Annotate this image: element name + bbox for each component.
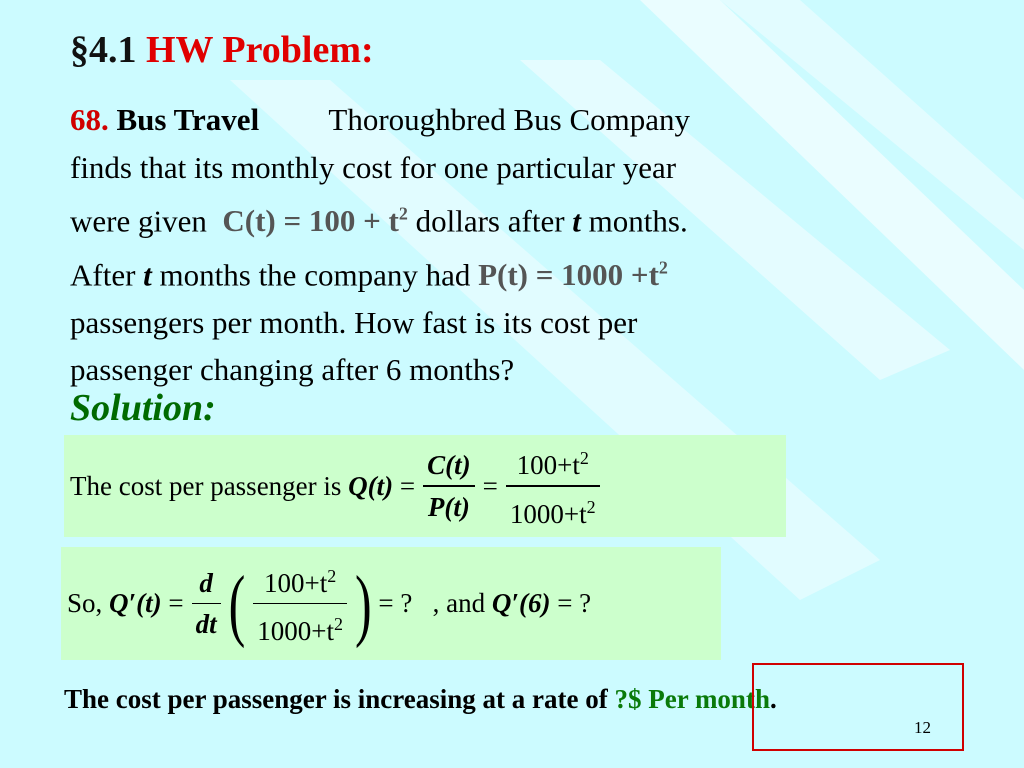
cost-function: $C(t) = 100 + t^2$ [222,203,408,239]
problem-heading: Bus Travel [116,102,260,137]
dt-denominator: dt [195,609,217,640]
eq2-lhs: Q′(t) [109,588,162,618]
d-numerator: d [199,567,213,598]
conclusion-answer: ?$ Per month [614,684,770,714]
denominator-1000: $1000+t^2$ [509,496,596,529]
left-paren: ( [228,558,246,649]
problem-line-4a: After [70,257,136,293]
inner-numerator: $100+t^2$ [264,565,337,598]
inner-denominator: $1000+t^2$ [257,614,343,647]
eq2-q6: Q′(6) [491,588,551,618]
section-number: §4.1 [70,29,137,71]
fraction-inner [253,560,347,648]
problem-line-3c: months. [588,203,688,239]
problem-line-6: passenger changing after 6 months? [70,352,515,388]
conclusion-period: . [769,684,777,714]
problem-line-2: finds that its monthly cost for one particular year [70,149,677,185]
equation-box-2 [61,547,721,660]
problem-line-3b: dollars after [415,203,565,239]
problem-number: 68. [70,102,109,137]
passenger-function: $P(t) = 1000 +t^2$ [478,257,668,293]
numerator-c: C(t) [427,450,471,481]
title-label: HW Problem: [146,29,374,71]
problem-line-3a: were given [70,203,207,239]
eq1-equals-2: = [482,470,498,501]
eq1-text: The cost per passenger is [70,470,342,501]
equation-box-1 [64,435,786,537]
eq2-so: So, [67,588,103,618]
answer-highlight-box [752,663,964,751]
var-t-2: t [143,257,152,293]
eq2-question: = ? [378,588,413,618]
denominator-p: P(t) [427,491,470,522]
derivative-operator [192,567,221,641]
problem-line-4b: months the company had [159,257,471,293]
problem-line-5: passengers per month. How fast is its cost per [70,304,638,340]
eq2-equals: = [168,588,184,618]
var-t: t [572,203,581,239]
slide-title [70,28,374,72]
fraction-c-over-p [423,449,475,523]
numerator-100: $100+t^2$ [516,448,589,481]
page-number: 12 [914,718,931,737]
conclusion-text: The cost per passenger is increasing at a rate of [64,684,608,714]
eq2-q6-value: = ? [557,588,592,618]
eq1-lhs: Q(t) [348,470,394,501]
eq1-equals: = [399,470,416,501]
fraction-explicit [506,442,600,530]
eq2-and: , and [432,588,486,618]
right-paren: ) [355,558,372,649]
problem-line-1: Thoroughbred Bus Company [328,102,691,137]
conclusion [64,684,777,715]
problem-text [70,96,870,394]
solution-label: Solution: [70,387,216,429]
